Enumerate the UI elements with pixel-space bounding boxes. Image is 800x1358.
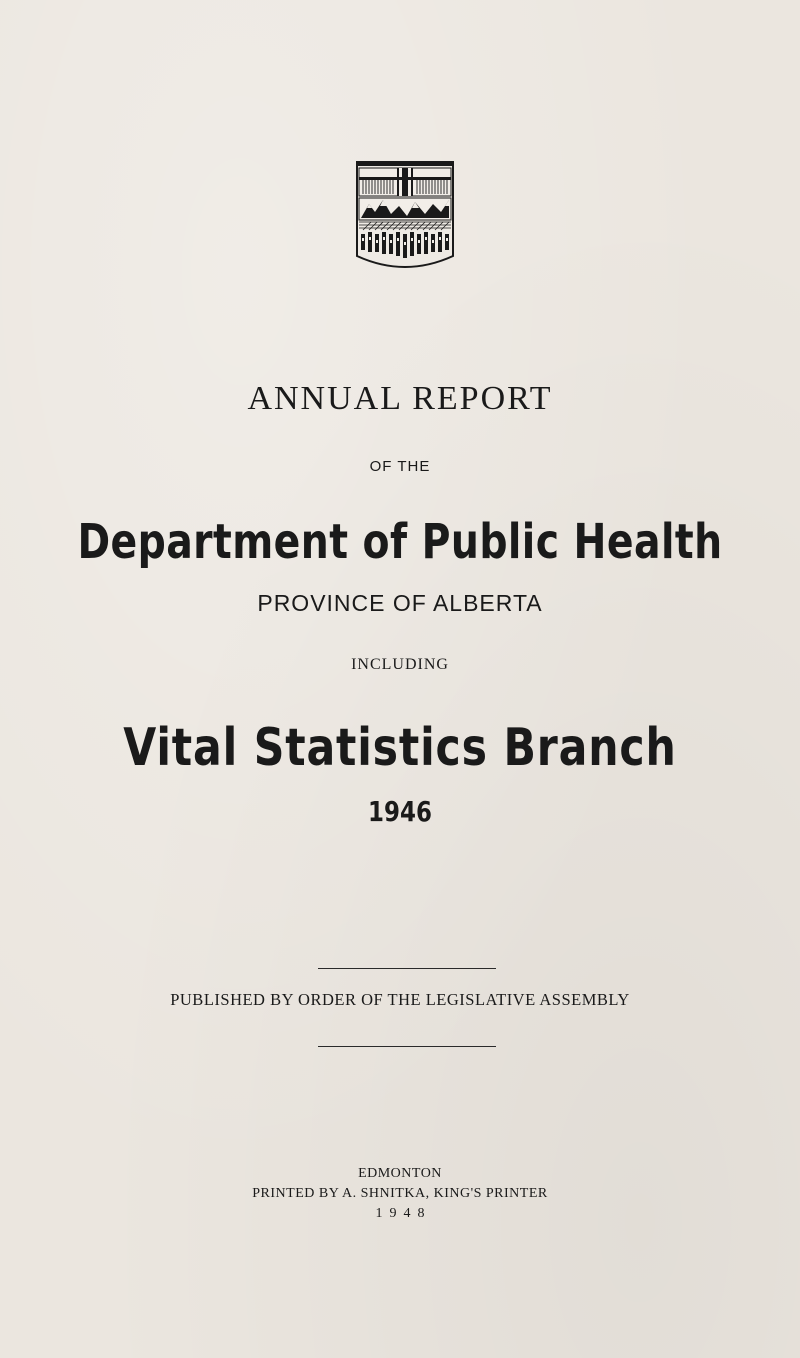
published-by-text: PUBLISHED BY ORDER OF THE LEGISLATIVE ASSEMBLY — [170, 990, 630, 1009]
province-name: PROVINCE OF ALBERTA — [257, 590, 543, 616]
publication-year: 1948 — [375, 1206, 432, 1221]
report-year: 1946 — [368, 795, 432, 828]
printer-credit: PRINTED BY A. SHNITKA, KING'S PRINTER — [252, 1186, 548, 1201]
branch-name: Vital Statistics Branch — [123, 718, 677, 778]
including-text: INCLUDING — [351, 656, 449, 673]
publication-city: EDMONTON — [358, 1166, 442, 1181]
divider-top — [318, 968, 496, 969]
alberta-coat-of-arms-icon — [355, 160, 455, 272]
of-the-text: OF THE — [369, 458, 431, 475]
report-title: ANNUAL REPORT — [247, 380, 553, 417]
department-name: Department of Public Health — [77, 514, 723, 570]
divider-bottom — [318, 1046, 496, 1047]
